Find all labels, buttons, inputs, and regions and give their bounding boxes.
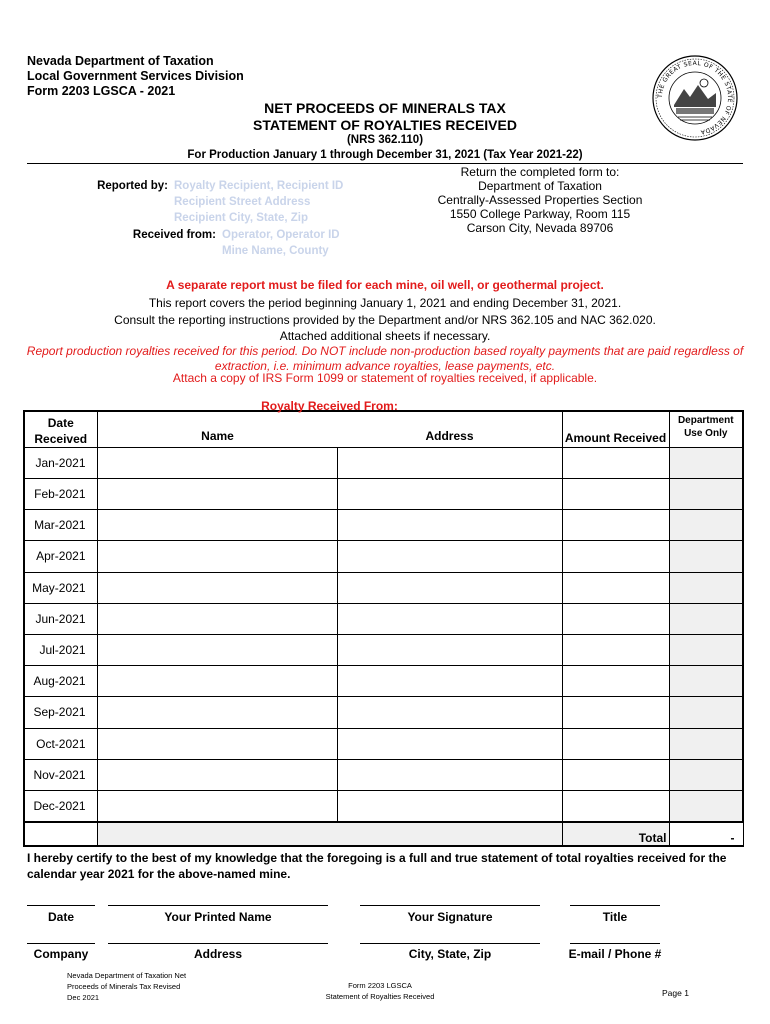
name-cell[interactable]: [97, 666, 338, 697]
printed-name-line[interactable]: [108, 905, 328, 906]
title-line[interactable]: [570, 905, 660, 906]
email-phone-label: E-mail / Phone #: [568, 947, 662, 961]
department-use-cell: [669, 666, 743, 697]
operator-field[interactable]: Operator, Operator ID: [222, 229, 340, 241]
address-cell[interactable]: [338, 603, 562, 634]
total-amount-label-cell: [562, 822, 669, 846]
table-row: [24, 697, 743, 728]
month-cell: Aug-2021: [24, 666, 97, 697]
certification-statement: I hereby certify to the best of my knowledge that the foregoing is a full and true statement of total royalties received for the calendar year 2021 for the above-named mine.: [27, 851, 727, 881]
reported-by-label: Reported by:: [97, 180, 168, 192]
name-column-header: Name: [201, 428, 234, 443]
name-cell[interactable]: [97, 697, 338, 728]
recipient-street-field[interactable]: Recipient Street Address: [174, 196, 311, 208]
month-cell: Jan-2021: [24, 448, 97, 479]
division-name: Local Government Services Division: [27, 69, 244, 83]
amount-cell[interactable]: [562, 572, 669, 603]
recipient-city-field[interactable]: Recipient City, State, Zip: [174, 212, 308, 224]
table-row: [24, 510, 743, 541]
consult-notice: Consult the reporting instructions provided by the Department and/or NRS 362.105 and NAC 362.020.: [114, 313, 656, 327]
address-cell[interactable]: [338, 790, 562, 821]
table-row: [24, 728, 743, 759]
department-use-cell: [669, 603, 743, 634]
form-number: Form 2203 LGSCA - 2021: [27, 84, 176, 98]
total-label: Total: [638, 830, 667, 845]
total-row: [24, 822, 743, 846]
month-cell: Nov-2021: [24, 759, 97, 790]
report-production-line1: Report production royalties received for this period. Do NOT include non-production based royalty payments that are paid regardless of: [26, 344, 744, 358]
dept-header-line2: Use Only: [684, 428, 728, 439]
page-number: Page 1: [662, 988, 689, 998]
city-state-zip-label: City, State, Zip: [408, 947, 492, 961]
month-cell: Feb-2021: [24, 479, 97, 510]
return-instruction: Return the completed form to:: [460, 165, 620, 179]
separate-report-notice: A separate report must be filed for each mine, oil well, or geothermal project.: [166, 278, 604, 292]
footer-left: [67, 970, 186, 1003]
report-production-notice: [0, 344, 770, 374]
date-line[interactable]: [27, 905, 95, 906]
attach-1099-notice: Attach a copy of IRS Form 1099 or statement of royalties received, if applicable.: [172, 371, 598, 385]
signature-label: Your Signature: [407, 910, 493, 924]
footer-left-line3: Dec 2021: [67, 993, 100, 1002]
department-use-cell: [669, 759, 743, 790]
company-line[interactable]: [27, 943, 95, 944]
royalty-from-group-label: Royalty Received From:: [261, 399, 398, 413]
amount-cell[interactable]: [562, 728, 669, 759]
date-header-line2: Received: [34, 432, 88, 446]
footer-center: [300, 980, 460, 1002]
table-row: [24, 448, 743, 479]
dept-header-line1: Department: [677, 415, 734, 426]
address-cell[interactable]: [338, 541, 562, 572]
seal-lettering: THE GREAT SEAL OF THE STATE OF NEVADA: [656, 59, 734, 136]
amount-cell[interactable]: [562, 697, 669, 728]
name-cell[interactable]: [97, 790, 338, 821]
month-cell: Jun-2021: [24, 603, 97, 634]
department-use-cell: [669, 790, 743, 821]
total-amount-cell: -: [669, 822, 743, 846]
month-cell: Sep-2021: [24, 697, 97, 728]
department-use-cell: [669, 479, 743, 510]
address-label: Address: [193, 947, 243, 961]
amount-cell[interactable]: [562, 666, 669, 697]
table-row: [24, 759, 743, 790]
month-cell: Oct-2021: [24, 728, 97, 759]
amount-cell[interactable]: [562, 479, 669, 510]
address-column-header: Address: [425, 428, 474, 443]
table-row: [24, 666, 743, 697]
footer-left-line1: Nevada Department of Taxation Net: [67, 971, 187, 980]
footer-left-line2: Proceeds of Minerals Tax Revised: [67, 982, 181, 991]
address-line[interactable]: [108, 943, 328, 944]
amount-cell[interactable]: [562, 634, 669, 665]
month-cell: Jul-2021: [24, 634, 97, 665]
header-divider: [27, 163, 743, 164]
name-cell[interactable]: [97, 603, 338, 634]
period-notice: This report covers the period beginning January 1, 2021 and ending December 31, 2021.: [148, 296, 622, 310]
address-cell[interactable]: [338, 479, 562, 510]
department-use-cell: [669, 697, 743, 728]
department-use-header: [669, 411, 743, 448]
return-street: 1550 College Parkway, Room 115: [449, 207, 631, 221]
name-cell[interactable]: [97, 479, 338, 510]
date-received-header: [24, 411, 97, 448]
table-row: [24, 541, 743, 572]
attached-notice: Attached additional sheets if necessary.: [279, 329, 491, 343]
company-label: Company: [33, 947, 89, 961]
department-use-cell: [669, 448, 743, 479]
total-label-cell: [97, 822, 562, 846]
address-cell[interactable]: [338, 666, 562, 697]
footer-center-line1: Form 2203 LGSCA: [348, 981, 412, 990]
total-blank-cell: [24, 822, 97, 846]
amount-received-header: Amount Received: [562, 411, 669, 448]
table-row: [24, 790, 743, 821]
department-use-cell: [669, 634, 743, 665]
production-period: For Production January 1 through December 31, 2021 (Tax Year 2021-22): [187, 149, 583, 161]
table-row: [24, 603, 743, 634]
department-use-cell: [669, 572, 743, 603]
table-row: [24, 479, 743, 510]
amount-cell[interactable]: [562, 759, 669, 790]
date-label: Date: [47, 910, 74, 924]
table-row: [24, 634, 743, 665]
name-cell[interactable]: [97, 572, 338, 603]
name-cell[interactable]: [97, 510, 338, 541]
signature-line[interactable]: [360, 905, 540, 906]
agency-header: [27, 54, 244, 99]
return-address: [420, 165, 660, 235]
agency-name: Nevada Department of Taxation: [27, 54, 214, 68]
royalty-from-header: [97, 399, 562, 448]
statute-reference: (NRS 362.110): [346, 134, 424, 146]
month-cell: Mar-2021: [24, 510, 97, 541]
amount-cell[interactable]: [562, 603, 669, 634]
amount-cell[interactable]: [562, 510, 669, 541]
recipient-name-field[interactable]: Royalty Recipient, Recipient ID: [174, 180, 344, 192]
table-header-row: [24, 411, 743, 448]
return-section: Centrally-Assessed Properties Section: [437, 193, 643, 207]
city-state-zip-line[interactable]: [360, 943, 540, 944]
royalty-table: [23, 399, 744, 847]
month-cell: May-2021: [24, 572, 97, 603]
month-cell: Dec-2021: [24, 790, 97, 821]
date-header-line1: Date: [47, 416, 74, 430]
email-phone-line[interactable]: [570, 943, 660, 944]
name-cell[interactable]: [97, 728, 338, 759]
name-cell[interactable]: [97, 759, 338, 790]
footer-center-line2: Statement of Royalties Received: [325, 992, 435, 1001]
address-cell[interactable]: [338, 510, 562, 541]
address-cell[interactable]: [338, 759, 562, 790]
form-subtitle: STATEMENT OF ROYALTIES RECEIVED: [253, 117, 517, 133]
received-from-label: Received from:: [132, 229, 216, 241]
amount-cell[interactable]: [562, 790, 669, 821]
address-cell[interactable]: [338, 728, 562, 759]
return-department: Department of Taxation: [478, 179, 602, 193]
address-cell[interactable]: [338, 572, 562, 603]
department-use-cell: [669, 728, 743, 759]
name-cell[interactable]: [97, 541, 338, 572]
mine-field[interactable]: Mine Name, County: [222, 245, 329, 257]
return-city: Carson City, Nevada 89706: [466, 221, 614, 235]
printed-name-label: Your Printed Name: [164, 910, 272, 924]
address-cell[interactable]: [338, 697, 562, 728]
address-cell[interactable]: [338, 634, 562, 665]
report-production-line2: extraction, i.e. minimum advance royalties, lease payments, etc.: [214, 359, 556, 373]
department-use-cell: [669, 541, 743, 572]
address-cell[interactable]: [338, 448, 562, 479]
name-cell[interactable]: [97, 448, 338, 479]
department-use-cell: [669, 510, 743, 541]
month-cell: Apr-2021: [24, 541, 97, 572]
amount-cell[interactable]: [562, 448, 669, 479]
table-row: [24, 572, 743, 603]
name-cell[interactable]: [97, 634, 338, 665]
title-label: Title: [602, 910, 628, 924]
form-title: NET PROCEEDS OF MINERALS TAX: [264, 100, 506, 116]
amount-cell[interactable]: [562, 541, 669, 572]
